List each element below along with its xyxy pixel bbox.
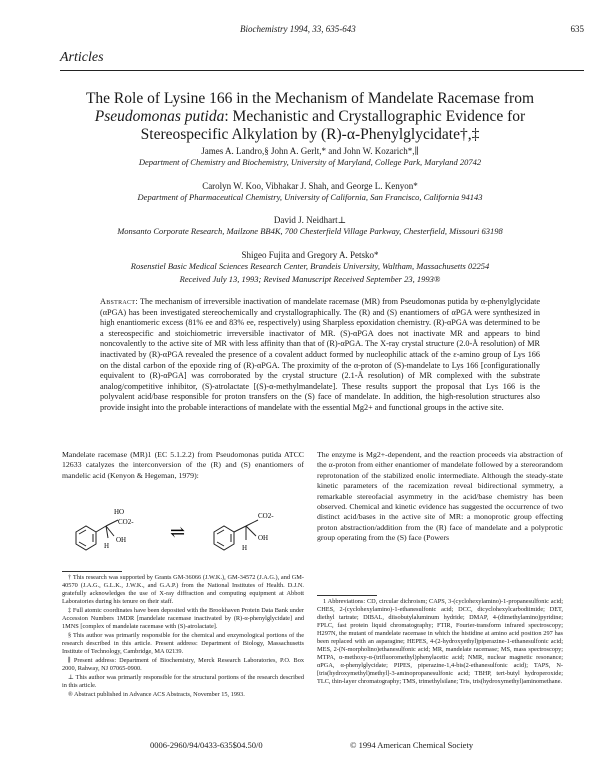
intro-paragraph: Mandelate racemase (MR)1 (EC 5.1.2.2) from Pseudomonas putida ATCC 12633 catalyzes the interconversion of the (R) and (S) enantiomers of mandelic acid (Kenyon & Hegeman, 1979): — [62, 450, 304, 480]
scheme-left-h: H — [104, 542, 110, 550]
scheme-right-co2: CO2- — [258, 512, 274, 520]
title-line-1: The Role of Lysine 166 in the Mechanism of Mandelate Racemase from — [85, 90, 535, 107]
author-names: James A. Landro,§ John A. Gerlt,* and John W. Kozarich*,∥ — [201, 146, 419, 156]
footnote: ® Abstract published in Advance ACS Abstracts, November 15, 1993. — [68, 691, 245, 698]
affiliation: Department of Pharmaceutical Chemistry, University of California, San Francisco, California 94143 — [137, 192, 483, 202]
scheme-left-ho: HO — [114, 508, 125, 516]
footnote: ⊥ This author was primarily responsible for the structural portions of the research described in this article. — [62, 674, 304, 689]
footnote-rule-right — [317, 595, 377, 596]
footnotes-left — [62, 574, 304, 700]
footnote: ‡ Full atomic coordinates have been deposited with the Brookhaven Protein Data Bank under Accession Numbers 1MDR [mandelate racemase inactivated by (R)-α-phenylglycidate] and 1MNS [complex of mandelate racemase with (S)-atrolactate]. — [62, 607, 304, 630]
footnote: ∥ Present address: Department of Biochemistry, Merck Research Laboratories, P.O. Box 2000, Rahway, NJ 07065-0900. — [62, 657, 304, 672]
equilibrium-arrows-icon: ⇌ — [170, 522, 186, 542]
affiliation: Rosenstiel Basic Medical Sciences Research Center, Brandeis University, Waltham, Massachusetts 02254 — [130, 261, 490, 271]
abstract-label: Abstract: — [100, 297, 138, 306]
racemization-scheme — [62, 500, 304, 566]
footnote: † This research was supported by Grants GM-36066 (J.W.K.), GM-34572 (J.A.G.), and GM-40570 (J.A.G., G.L.K., J.W.K., and G.A.P.) from the National Institutes of Health. D.J.N. gratefully acknowledges the use of X-ray diffraction and computing equipment at Abbott Laboratories during his tenure on their staff. — [62, 574, 304, 605]
author-group-1 — [60, 146, 560, 168]
benzene-ring-right-icon — [214, 520, 258, 550]
footnote: § This author was primarily responsible for the chemical and enzymological portions of the research described in this article. Present address: Department of Biology, Massachusetts Institute of Technology, Cambridge, MA 02139. — [62, 632, 304, 655]
title-species: Pseudomonas putida — [94, 108, 225, 125]
footnote-rule-left — [62, 571, 122, 572]
author-group-4 — [60, 250, 560, 272]
author-names: Carolyn W. Koo, Vibhakar J. Shah, and George L. Kenyon* — [202, 181, 418, 191]
footnotes-right — [317, 598, 563, 687]
journal-citation: Biochemistry 1994, 33, 635-643 — [240, 24, 356, 34]
received-dates: Received July 13, 1993; Revised Manuscript Received September 23, 1993® — [179, 274, 441, 284]
scheme-left-oh: OH — [116, 536, 127, 544]
abstract-text: The mechanism of irreversible inactivation of mandelate racemase (MR) from Pseudomonas putida by α-phenylglycidate (αPGA) has been investigated stereochemically and crystallographically. The (R) and (S) enantiomers of αPGA were synthesized in high enantiomeric excess (81% ee and 83% ee, respectively) using Sharpless epoxidation chemistry. (R)-αPGA was determined to be a stereospecific and stoichiometric irreversible inactivator of MR. (S)-αPGA does not inactivate MR and appears to bind noncovalently to the active site of MR with less affinity than that of (R)-αPGA. The X-ray crystal structure (2.0-Å resolution) of MR inactivated by (R)-αPGA revealed the presence of a covalent adduct formed by nucleophilic attack of the ε-amino group of Lys 166 on the distal carbon of the epoxide ring of (R)-αPGA. The proximity of the α-proton of (S)-mandelate to Lys 166 [configurationally equivalent to (R)-αPGA] was corroborated by the crystal structure (2.1-Å resolution) of MR complexed with the substrate analog/competitive inhibitor, (S)-atrolactate [(S)-α-methylmandelate]. These results support the proposal that Lys 166 is the polyvalent acid/base responsible for proton transfers on the (S) face of mandelate. In addition, the high-resolution structures also provide insight into the probable interactions of mandelate with the essential Mg2+ and functional groups in the active site. — [100, 297, 541, 412]
scheme-right-h: H — [242, 544, 248, 552]
abstract — [100, 297, 540, 414]
footnote-abbreviations: 1 Abbreviations: CD, circular dichroism; CAPS, 3-(cyclohexylamino)-1-propanesulfonic acid; CHES, 2-(cyclohexylamino)-1-ethanesulfonic acid; DCC, dicyclohexylcarbodiimide; DET, diethyl tartrate; DIBAL, diisobutylaluminum hydride; DMAP, 4-(dimethylamino)pyridine; FPLC, fast protein liquid chromatography; FTIR, Fourier-transform infrared spectroscopy; H297N, the mutant of mandelate racemase in which the histidine at amino acid position 297 has been replaced with an asparagine; HEPES, 4-(2-hydroxyethyl)piperazine-1-ethanesulfonic acid; MES, 2-(N-morpholino)ethanesulfonic acid; MR, mandelate racemase; MS, mass spectroscopy; MTPA, α-methoxy-α-(trifluoromethyl)phenylacetic acid; NMR, nuclear magnetic resonance; αPGA, α-phenylglycidate; PIPES, piperazine-1,4-bis(2-ethanesulfonic acid); TAPS, N-[tris(hydroxymethyl)methyl]-3-aminopropanesulfonic acid; TBHP, tert-butyl hydroperoxide; TLC, thin-layer chromatography; TMS, trimethylsilane; Tris, tris(hydroxymethyl)aminomethane. — [317, 598, 563, 685]
affiliation: Department of Chemistry and Biochemistry, University of Maryland, College Park, Maryland 20742 — [138, 157, 482, 167]
right-column-text: The enzyme is Mg2+-dependent, and the reaction proceeds via abstraction of the α-proton from either enantiomer of mandelate followed by a stereorandom reprotonation of the stabilized enolic intermediate. Although the steady-state kinetic parameters of the racemization reveal bidirectional symmetry, a remarkable stereofacial asymmetry in the acid/base chemistry has been observed. Chemical and kinetic evidence has suggested the occurrence of two distinct acid/bases in the active site of MR: a monoprotic group effecting proton abstraction/addition from the (R) face of mandelate and a polyprotic group operating from the (S) face (Powers — [317, 450, 563, 543]
scheme-right-oh: OH — [258, 534, 269, 542]
author-group-2 — [60, 181, 560, 203]
affiliation: Monsanto Corporate Research, Mailzone BB4K, 700 Chesterfield Village Parkway, Chesterfield, Missouri 63198 — [117, 226, 503, 236]
benzene-ring-left-icon — [76, 520, 118, 550]
scheme-left-co2: CO2- — [118, 518, 134, 526]
title-line-2: : Mechanistic and Crystallographic Evidence for — [224, 108, 526, 125]
author-names: David J. Neidhart⊥ — [273, 215, 347, 225]
article-code: 0006-2960/94/0433-635$04.50/0 — [150, 740, 263, 750]
author-names: Shigeo Fujita and Gregory A. Petsko* — [241, 250, 379, 260]
section-rule — [60, 70, 584, 71]
author-group-3 — [60, 215, 560, 237]
title-line-3: Stereospecific Alkylation by (R)-α-Phenylglycidate†,‡ — [140, 126, 480, 143]
page-number: 635 — [570, 24, 584, 34]
copyright: © 1994 American Chemical Society — [350, 740, 474, 750]
article-title — [80, 90, 540, 144]
section-label: Articles — [60, 50, 104, 65]
